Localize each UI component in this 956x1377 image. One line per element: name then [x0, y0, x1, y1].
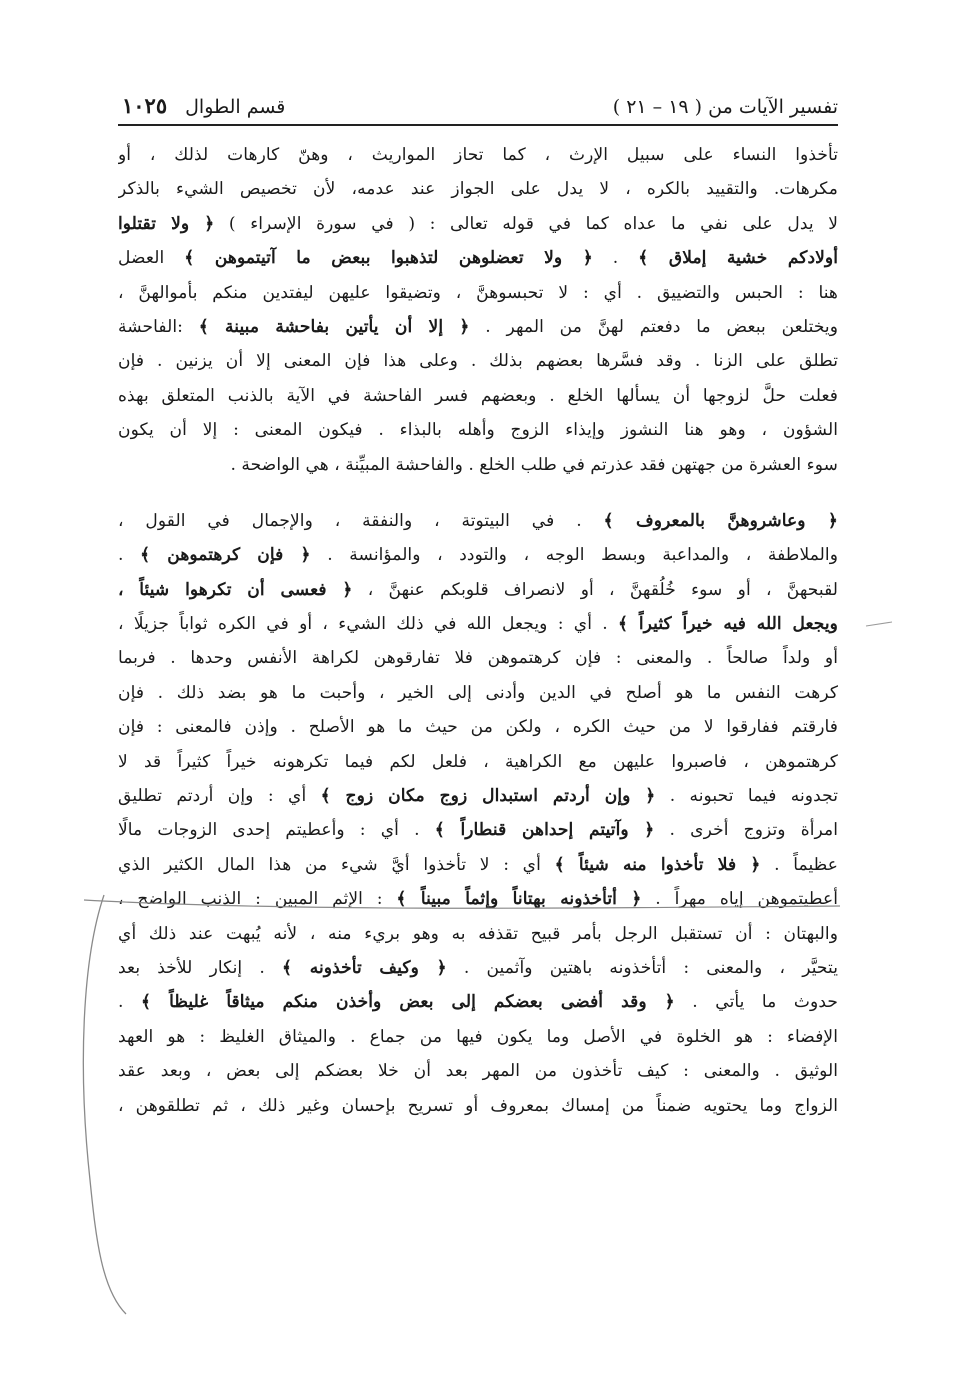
commentary-text: تجدونه فيما تحبونه .	[655, 786, 838, 807]
commentary-text: . أي : وأعطيتم إحدى الزوجات مالًا	[118, 820, 435, 841]
text-line	[118, 848, 838, 882]
commentary-text: أي : وإن أردتم تطليق	[118, 786, 321, 807]
text-line	[118, 538, 838, 572]
text-line	[118, 745, 838, 779]
quran-quote: ﴿ ولا تقتلوا	[118, 213, 215, 234]
commentary-text: هنا : الحبس والتضييق . أي : لا تحبسوهنَّ ، وتضيقوا عليهن ليفتدين منكم بأموالهنَّ ،	[118, 282, 838, 303]
commentary-text: أي : لا تأخذوا أيَّ شيء من هذا المال الكثير الذي	[118, 854, 555, 875]
text-line	[118, 138, 838, 172]
commentary-text: الزواج وما يحتويه ضمناً من إمساك بمعروف أو تسريح بإحسان وغير ذلك ، ثم تطلقوهن ،	[118, 1095, 838, 1116]
commentary-text: لقبحهنَّ ، أو سوء خُلُقهنَّ ، أو لانصراف قلوبكم عنهنَّ ،	[352, 579, 838, 600]
commentary-text: سوء العشرة من جهتهن فقد عذرتم في طلب الخلع . والفاحشة المبيِّنة ، هي الواضحة .	[230, 454, 838, 475]
quran-quote: ﴿ وكيف تأخذونه ﴾	[282, 957, 447, 978]
running-title: تفسير الآيات من ( ١٩ – ٢١ )	[612, 96, 838, 118]
text-line	[118, 172, 838, 206]
page-header	[122, 84, 838, 118]
text-line	[118, 641, 838, 675]
paragraph-gap	[118, 482, 838, 504]
commentary-text: :الفاحشة	[118, 316, 199, 337]
commentary-text: الشؤون ، وهو هنا النشوز وإيذاء الزوج وأهله بالبذاء . فيكون المعنى : إلا أن يكون	[118, 420, 838, 441]
commentary-text: .	[118, 545, 141, 566]
commentary-text: أعطيتموهن إياه مهراً .	[641, 889, 838, 910]
text-line	[118, 207, 838, 241]
commentary-text: والبهتان : أن تستقبل الرجل بأمر قبيح تقذفه به وهو بريء منه ، لأنه يُبهت عند ذلك أي	[118, 923, 838, 944]
commentary-text: . إنكار للأخذ بعد	[118, 957, 282, 978]
quran-quote: ﴿ فعسى أن تكرهوا شيئاً ،	[118, 579, 353, 600]
text-line	[118, 344, 838, 378]
quran-quote: أولادكم خشية إملاق ﴾	[638, 248, 838, 269]
quran-quote: ﴿ ولا تعضلوهن لتذهبوا ببعض ما آتيتموهن ﴾	[184, 248, 593, 269]
text-line	[118, 813, 838, 847]
commentary-text: مكرهات. والتقييد بالكره ، لا يدل على الجواز عند عدمه، لأن تخصيص الشيء بالذكر	[118, 179, 838, 200]
commentary-text: أو ولداً صالحاً . والمعنى : فإن كرهتموهن فلا تفارقوهن لكراهة الأنفس وحدها . فربما	[118, 648, 838, 669]
text-line	[118, 985, 838, 1019]
commentary-text: فارقتم ففارقوا لا من حيث الكره ، ولكن من حيث ما هو الأصلح . وإذن فالمعنى : فإن	[118, 717, 838, 738]
text-line	[118, 607, 838, 641]
text-line	[118, 413, 838, 447]
quran-quote: ويجعل الله فيه خيراً كثيراً ﴾	[618, 614, 838, 635]
text-line	[118, 676, 838, 710]
text-line	[118, 917, 838, 951]
commentary-text: .	[592, 248, 639, 269]
body-text	[118, 138, 838, 1123]
text-line	[118, 710, 838, 744]
commentary-text: تأخذوا النساء على سبيل الإرث ، كما تحاز المواريث ، وهنّ كارهات لذلك ، أو	[118, 145, 838, 165]
commentary-text: والملاطفة ، والمداعبة وبسط الوجه ، والتودد ، والمؤانسة .	[310, 545, 838, 566]
commentary-text: يتحيَّر ، والمعنى : أتأخذونه باهتين وآثمين .	[446, 957, 838, 978]
quran-quote: ﴿ إلا أن يأتين بفاحشة مبينة ﴾	[198, 316, 470, 337]
text-line	[118, 379, 838, 413]
text-line	[118, 504, 838, 538]
text-line	[118, 448, 838, 482]
page-number: ١٠٢٥	[122, 93, 168, 118]
header-rule	[118, 124, 838, 126]
text-line	[118, 276, 838, 310]
commentary-text: لا يدل على نفي ما عداه كما في قوله تعالى : ( في سورة الإسراء )	[214, 213, 838, 234]
text-line	[118, 241, 838, 275]
commentary-text: كرهتموهن ، فاصبروا عليهن مع الكراهية ، فلعل لكم فيما تكرهونه خيراً كثيراً قد لا	[118, 751, 838, 772]
text-line	[118, 779, 838, 813]
commentary-text: . أي : ويجعل الله في ذلك الشيء ، أو في الكره ثواباً جزيلًا ،	[118, 614, 619, 635]
commentary-text: الإفضاء : هو الخلوة في الأصل وما يكون فيها من جماع . والميثاق الغليظ : هو العهد	[118, 1026, 838, 1047]
commentary-text: الوثيق . والمعنى : كيف تأخذون من المهر بعد أن خلا بعضكم إلى بعض ، وبعد عقد	[118, 1061, 838, 1082]
commentary-text: تطلق على الزنا . وقد فسَّرها بعضهم بذلك . وعلى هذا فإن المعنى إلا أن يزنين . فإن	[118, 351, 838, 372]
text-line	[118, 882, 838, 916]
commentary-text: امرأة وتزوج أخرى .	[654, 820, 838, 841]
text-line	[118, 1020, 838, 1054]
commentary-text: فعلت حلَّ لزوجها أن يسألها الخلع . وبعضهم فسر الفاحشة في الآية بالذنب المتعلق بهذه	[118, 385, 838, 406]
quran-quote: ﴿ فإن كرهتموهن ﴾	[140, 545, 311, 566]
quran-quote: ﴿ وقد أفضى بعضكم إلى بعض وأخذن منكم ميثاقاً غليظاً ﴾	[140, 992, 675, 1013]
commentary-text: العضل	[118, 248, 185, 269]
quran-quote: ﴿ وإن أردتم استبدال زوج مكان زوج ﴾	[320, 786, 656, 807]
quran-quote: ﴿ أتأخذونه بهتاناً وإثماً مبيناً ﴾	[396, 889, 642, 910]
pencil-margin-tick	[866, 622, 892, 626]
section-name: قسم الطوال	[185, 96, 286, 118]
commentary-text: : الإثم المبين : الذنب الواضح ،	[118, 889, 397, 910]
commentary-text: كرهت النفس ما هو أصلح في الدين وأدنى إلى الخير ، وأحبت ما هو بضد ذلك . فإن	[118, 682, 838, 703]
quran-quote: ﴿ فلا تأخذوا منه شيئاً ﴾	[554, 854, 761, 875]
commentary-text: حدوث ما يأتي .	[674, 992, 838, 1013]
text-line	[118, 573, 838, 607]
text-line	[118, 310, 838, 344]
commentary-text: .	[118, 992, 141, 1013]
quran-quote: ﴿ وعاشروهنَّ بالمعروف ﴾	[603, 510, 838, 531]
text-line	[118, 1089, 838, 1123]
text-line	[118, 951, 838, 985]
quran-quote: ﴿ وآتيتم إحداهن قنطاراً ﴾	[434, 820, 655, 841]
commentary-text: . في البيتوتة ، والنفقة ، والإجمال في القول ،	[118, 510, 604, 531]
text-line	[118, 1054, 838, 1088]
commentary-text: ويختلعن ببعض ما دفعتم لهنَّ من المهر .	[469, 316, 838, 337]
commentary-text: عظيماً .	[760, 854, 838, 875]
